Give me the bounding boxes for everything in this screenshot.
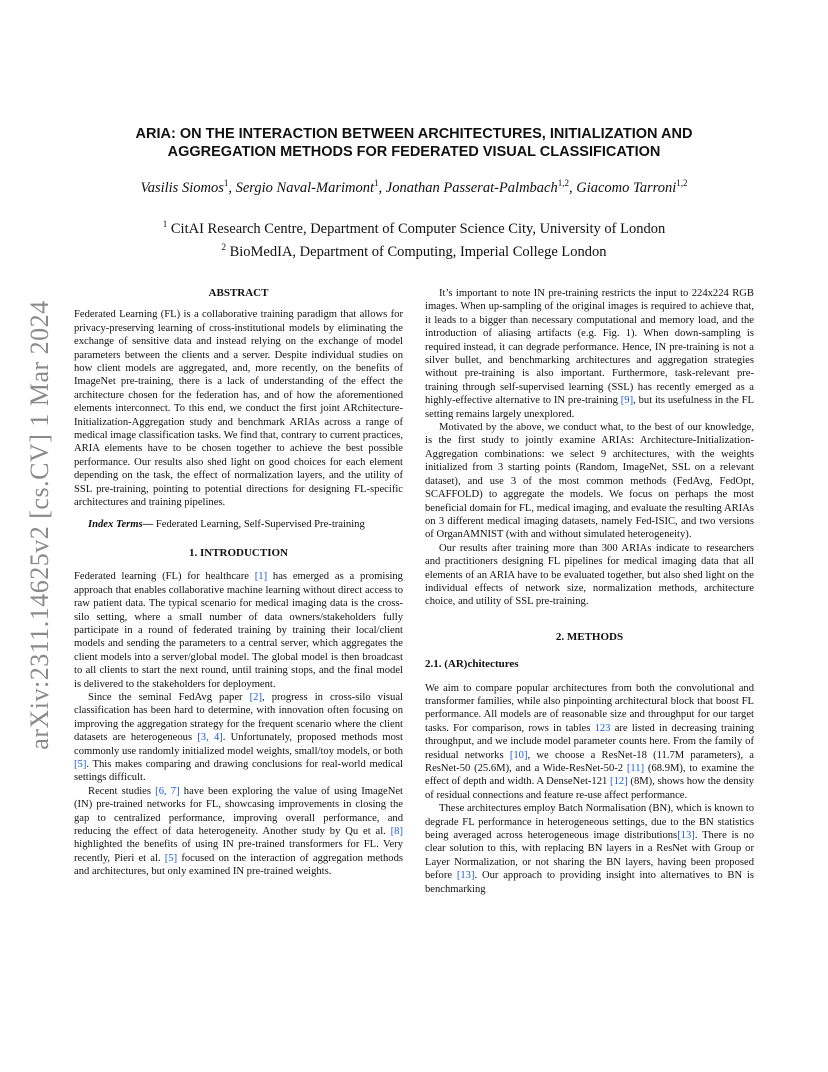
affiliation-1: [80, 215, 748, 238]
methods-paragraph-1: We aim to compare popular architectures from both the convolutional and transformer families, while also pinpointing architectural block that boost FL performance. All models are of reasonable size and throughput for our target tasks. For comparison, rows in tables 123 are listed in decreasing training throughput, and we include model parameter counts here. From the family of residual networks [10], we choose a ResNet-18 (11.7M parameters), a ResNet-50 (25.6M), and a Wide-ResNet-50-2 [11] (68.9M), to examine the effect of depth and width. A DenseNet-121 [12] (8M), shows how the density of residual connections and feature re-use affect performance.: [425, 682, 755, 801]
citation-link[interactable]: [8]: [390, 826, 403, 838]
citation-link[interactable]: [1]: [254, 571, 268, 583]
author-affiliation-mark: 1,2: [676, 178, 688, 188]
arxiv-identifier: arXiv:2311.14625v2 [cs.CV] 1 Mar 2024: [25, 300, 54, 750]
affiliation-number: 1: [162, 219, 168, 229]
citation-link[interactable]: [11]: [626, 763, 645, 774]
author-list: Vasilis Siomos$^1$, Sergio Naval-Marimont$^1$, Jonathan Passerat-Palmbach$^{1,2}$, Giacomo Tarroni$^{1,2}$: [140, 178, 688, 196]
right-paragraph-3: Our results after training more than 300 ARIAs indicate to researchers and practitioners designing FL pipelines for medical imaging data that all elements of an ARIA have to be evaluated together, but also shed light on the individual effects of network size, normalization methods, architecture choice, and utility of SSL pre-training.: [425, 542, 754, 608]
architectures-subheading: 2.1. (AR)chitectures: [425, 658, 519, 671]
citation-link[interactable]: [10]: [509, 749, 528, 761]
title-line-1: ARIA: ON THE INTERACTION BETWEEN ARCHITECTURES, INITIALIZATION AND: [135, 126, 693, 142]
citation-link[interactable]: [2]: [249, 691, 263, 703]
affiliations: [80, 215, 748, 261]
citation-link[interactable]: [9]: [620, 395, 634, 407]
title-line-2: AGGREGATION METHODS FOR FEDERATED VISUAL CLASSIFICATION: [167, 144, 661, 160]
author-name: Sergio Naval-Marimont: [235, 179, 375, 196]
citation-link[interactable]: 1: [594, 722, 600, 734]
author-name: Vasilis Siomos: [140, 179, 224, 196]
affiliation-2: [80, 238, 748, 261]
citation-link[interactable]: [13]: [456, 870, 475, 882]
right-paragraph-1: It’s important to note IN pre-training restricts the input to 224x224 RGB images. When up-sampling of the original images is required to achieve that, it leads to a bigger than necessary computational and memory load, and the introduction of aliasing artifacts (e.g. Fig. 1). When down-sampling is required instead, it can degrade performance. Hence, IN pre-training is not a silver bullet, and benchmarking architectures and aggregation strategies without pre-training is also important. Furthermore, task-relevant pre-training through self-supervised learning (SSL) has recently emerged as a highly-effective alternative to IN pre-training [9], but its usefulness in the FL setting remains largely unexplored.: [425, 288, 755, 420]
citation-link[interactable]: 2: [599, 722, 606, 734]
affiliation-text: BioMedIA, Department of Computing, Imperial College London: [229, 243, 607, 260]
abstract-heading: ABSTRACT: [208, 287, 269, 299]
citation-link[interactable]: [5]: [164, 852, 178, 864]
citation-link[interactable]: [12]: [610, 776, 628, 788]
citation-link[interactable]: [6, 7]: [155, 785, 180, 797]
introduction-heading: 1. INTRODUCTION: [188, 546, 288, 559]
index-terms-text: Federated Learning, Self-Supervised Pre-training: [153, 518, 365, 530]
paper-title: [80, 125, 748, 161]
methods-heading: 2. METHODS: [555, 630, 624, 643]
author-name: Giacomo Tarroni: [576, 179, 677, 196]
arxiv-sidebar: [20, 290, 60, 760]
author-name: Jonathan Passerat-Palmbach: [385, 179, 558, 196]
right-paragraph-2: Motivated by the above, we conduct what, to the best of our knowledge, is the first study to jointly examine ARIAs: Architecture-Initialization-Aggregation combinations: we select 9 architectures, with the weights initialized from 3 starting points (Random, ImageNet, SSL on a relevant dataset), and use 3 of the most common methods (FedAvg, FedOpt, SCAFFOLD) to aggregate the models. We focus on perhaps the most beneficial domain for FL, medical imaging, and evaluate the resulting ARIAs on 3 different medical imaging datasets, namely Fed-ISIC, and two versions of OrganAMNIST (with and without simulated heterogeneity).: [425, 422, 754, 541]
index-terms-label: Index Terms—: [88, 518, 154, 530]
author-affiliation-mark: 1: [223, 178, 229, 188]
citation-link[interactable]: [13]: [677, 830, 695, 842]
affiliation-number: 2: [221, 241, 226, 252]
intro-paragraph-2: Since the seminal FedAvg paper [2], progress in cross-silo visual classification has been hard to determine, with innovation often focusing on improving the aggregation strategy for the frequent scenario where the client datasets are heterogeneous [3, 4]. Unfortunately, proposed methods most commonly use randomly initialized model weights, small/toy models, or both [5]. This makes comparing and drawing conclusions for real-world medical settings difficult.: [74, 691, 403, 784]
citation-link[interactable]: 3: [605, 722, 611, 734]
author-affiliation-mark: 1: [374, 178, 379, 188]
right-column: [425, 287, 754, 896]
intro-paragraph-1: Federated learning (FL) for healthcare [1] has emerged as a promising approach that enables collaborative machine learning without direct access to raw patient data. The typical scenario for medical imaging data is the cross-silo setting, where a small number of data owners/stakeholders fully participate in a round of federated training by training their local/client models and sending the parameters to a central server, which aggregates the client models into a server/global model. The global model is then broadcast to all clients to start the next round, until training stops, and the final model is delivered to the stakeholders for deployment.: [74, 571, 403, 690]
methods-paragraph-2: These architectures employ Batch Normalisation (BN), which is known to degrade FL performance in heterogeneous settings, due to the BN statistics being averaged across heterogeneous image distributions[13]. There is no clear solution to this, with replacing BN layers in a ResNet with Group or Layer Normalization, or not sharing the BN layers, having been proposed before [13]. Our approach to providing insight into alternatives to BN is benchmarking: [425, 803, 755, 895]
citation-link[interactable]: [3, 4]: [197, 732, 223, 744]
index-terms: [74, 518, 403, 531]
intro-paragraph-3: Recent studies [6, 7] have been exploring the value of using ImageNet (IN) pre-trained networks for FL, showcasing improvements in closing the gap to centralized performance, improving overall performance, and reducing the effect of data heterogeneity. Another study by Qu et al. [8] highlighted the benefits of using IN pre-trained transformers for FL. Very recently, Pieri et al. [5] focused on the interaction of aggregation methods and architectures, but only examined IN pre-trained weights.: [74, 785, 404, 878]
abstract-text: Federated Learning (FL) is a collaborative training paradigm that allows for privacy-preserving learning of cross-institutional models by eliminating the exchange of sensitive data and instead relying on the exchange of model parameters between the clients and a server. Despite individual studies on how client models are aggregated, and, more recently, on the benefits of ImageNet pre-training, there is a lack of understanding of the effect the architecture chosen for the federation has, and of how the aforementioned elements interconnect. To this end, we conduct the first joint ARchitecture-Initialization-Aggregation study and benchmark ARIAs across a range of medical image classification tasks. We find that, contrary to current practices, ARIA elements have to be chosen together to achieve the best possible performance. Our results also shed light on good choices for each element depending on the task, the effect of normalization layers, and the utility of SSL pre-training, pointing to potential directions for designing FL-specific architectures and training pipelines.: [74, 309, 403, 509]
affiliation-text: CitAI Research Centre, Department of Computer Science City, University of London: [170, 220, 666, 237]
citation-link[interactable]: [5]: [74, 759, 87, 770]
left-column: [74, 287, 403, 879]
author-affiliation-mark: 1,2: [557, 178, 569, 188]
